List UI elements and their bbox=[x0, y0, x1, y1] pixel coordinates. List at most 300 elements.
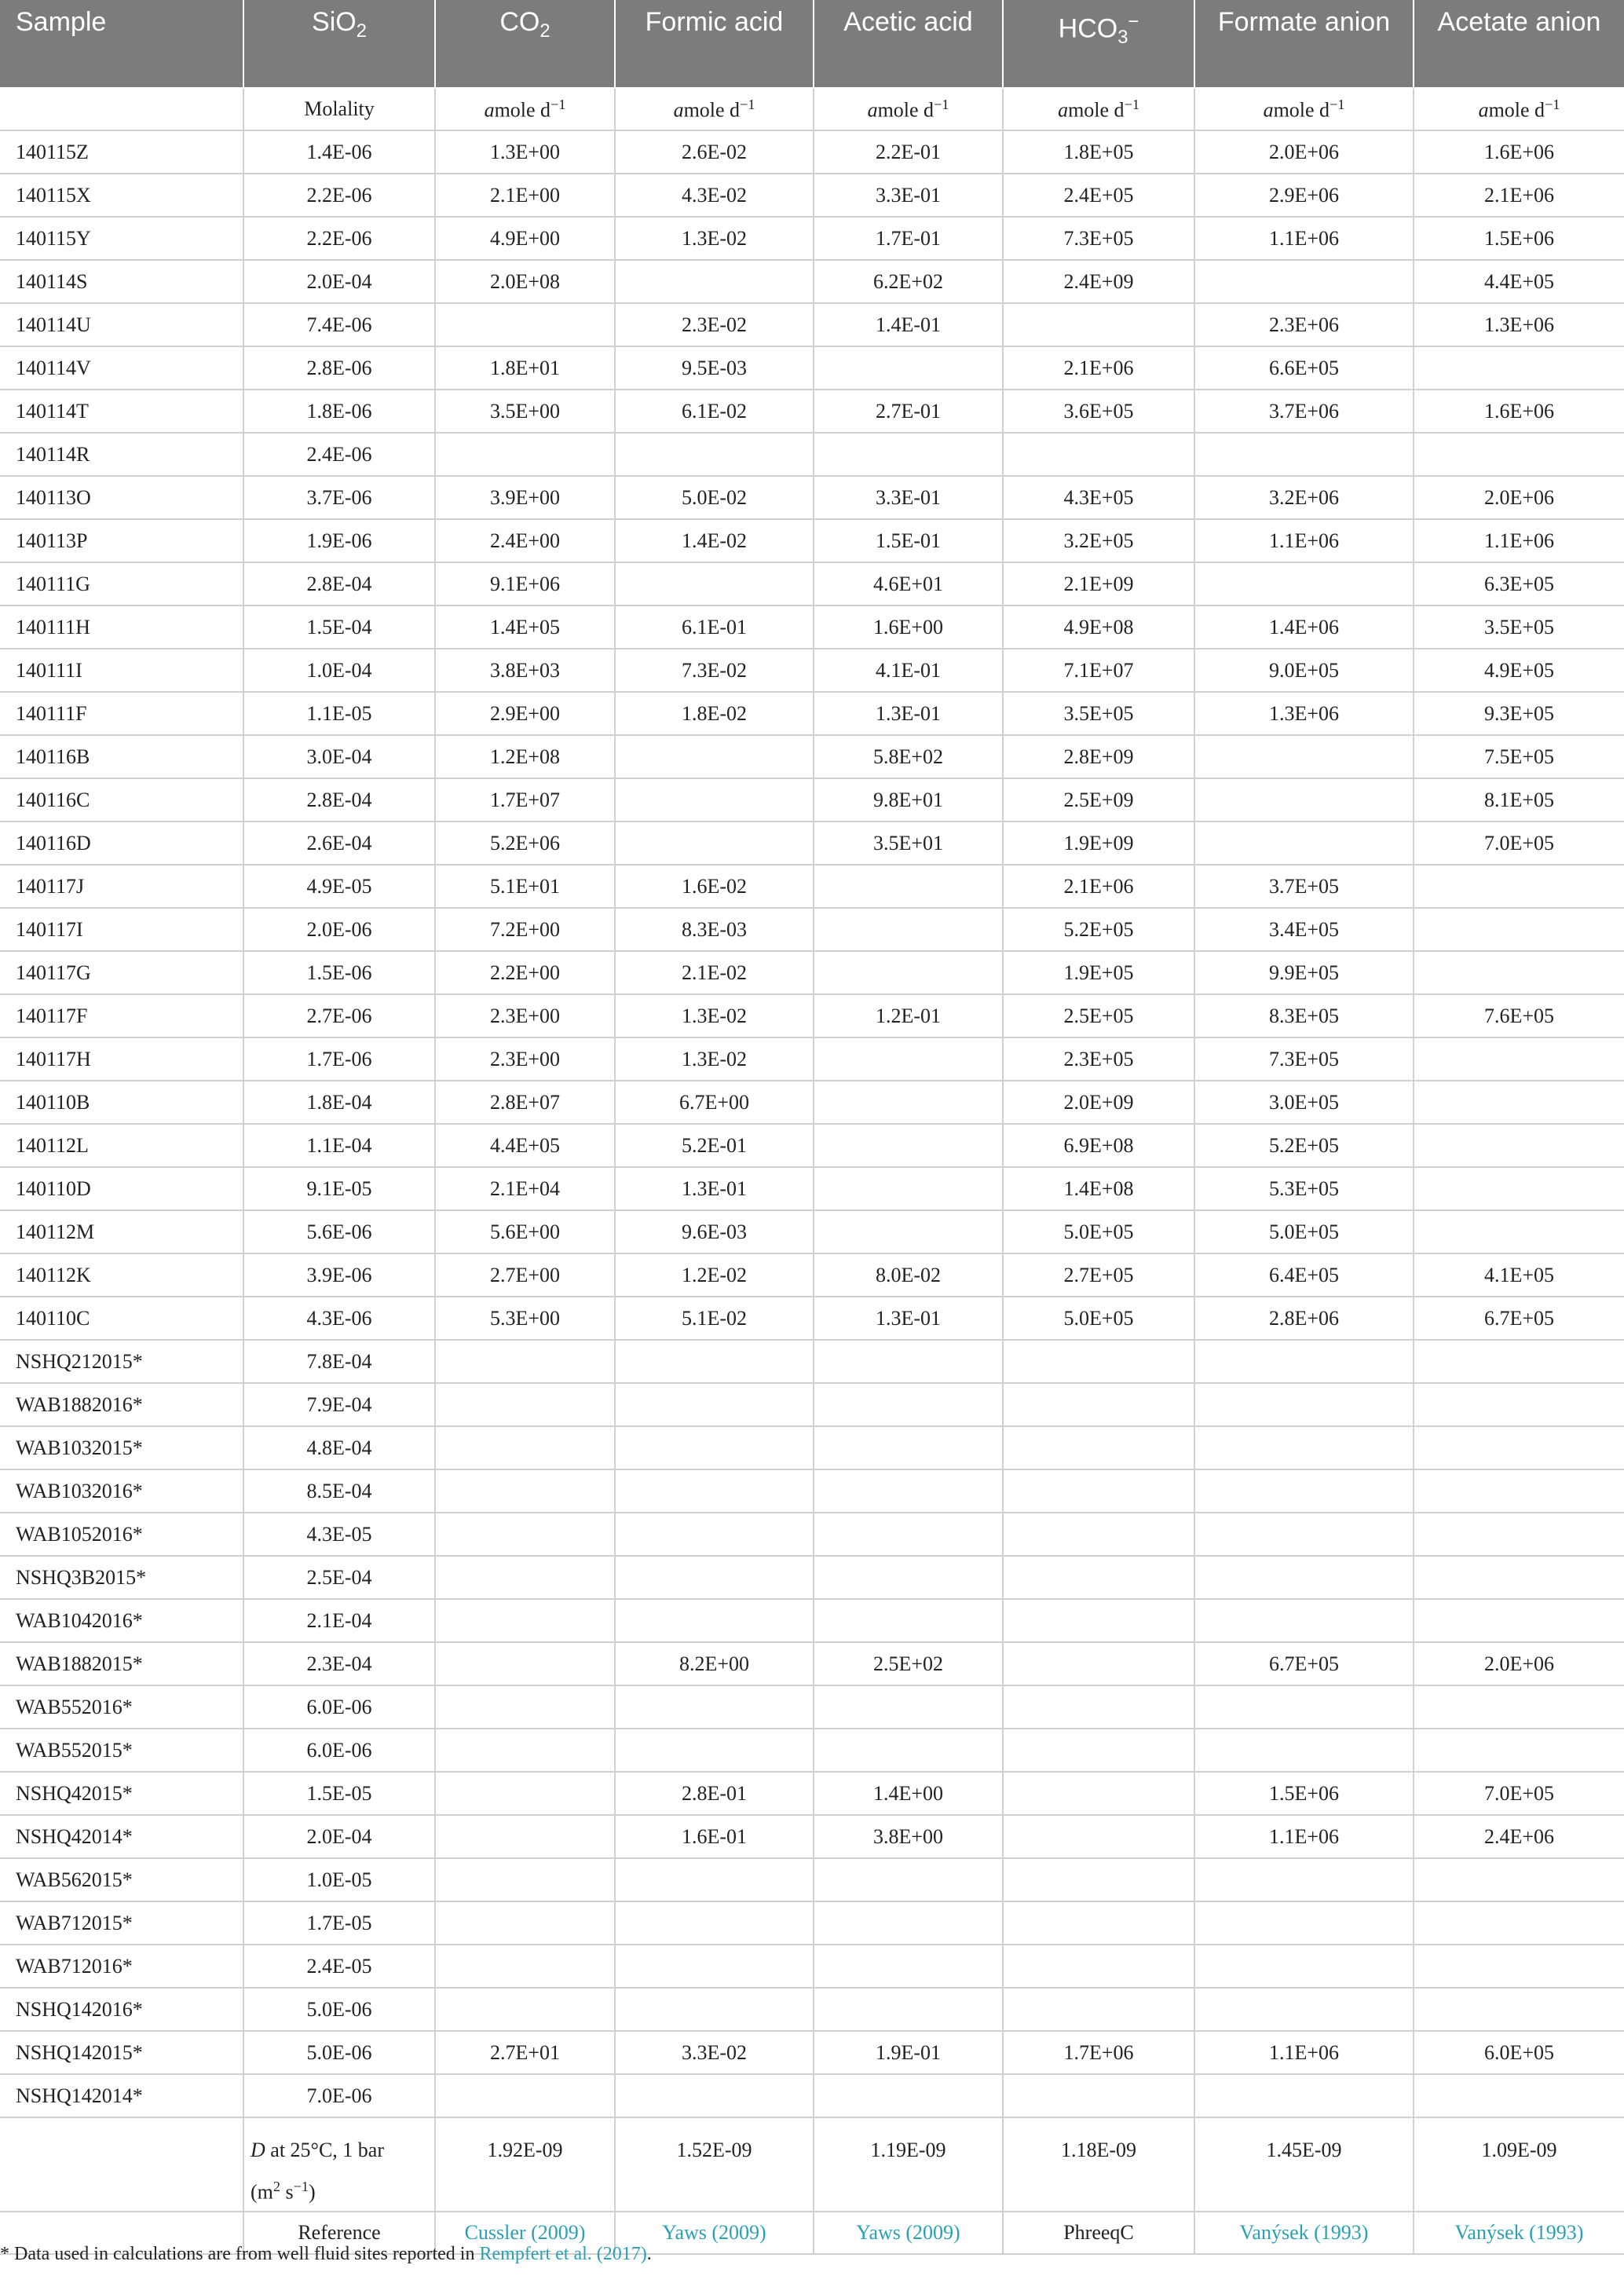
cell-acetate-anion: 7.5E+05 bbox=[1414, 735, 1624, 778]
cell-hco3: 2.5E+09 bbox=[1003, 778, 1194, 821]
table-row bbox=[0, 1556, 1624, 1599]
cell-sio2: 1.5E-04 bbox=[243, 606, 435, 649]
diffusion-unit: ) bbox=[308, 2180, 316, 2204]
cell-sample: 140115Y bbox=[0, 217, 243, 260]
cell-hco3: 2.7E+05 bbox=[1003, 1253, 1194, 1297]
reference-link[interactable]: Vanýsek (1993) bbox=[1194, 2212, 1414, 2254]
cell-formic-acid: 8.3E-03 bbox=[615, 908, 814, 951]
cell-acetate-anion bbox=[1414, 1469, 1624, 1513]
cell-hco3 bbox=[1003, 1945, 1194, 1988]
table-row bbox=[0, 1253, 1624, 1297]
cell-sio2: 2.8E-04 bbox=[243, 778, 435, 821]
table-row bbox=[0, 1210, 1624, 1253]
cell-hco3 bbox=[1003, 1858, 1194, 1901]
cell-acetic-acid: 1.9E-01 bbox=[814, 2031, 1003, 2074]
cell-hco3: 2.1E+06 bbox=[1003, 865, 1194, 908]
cell-formic-acid: 7.3E-02 bbox=[615, 649, 814, 692]
diffusion-value: 1.09E-09 bbox=[1414, 2117, 1624, 2212]
cell-hco3 bbox=[1003, 1383, 1194, 1426]
cell-hco3: 7.3E+05 bbox=[1003, 217, 1194, 260]
cell-formic-acid bbox=[615, 1729, 814, 1772]
cell-acetic-acid bbox=[814, 1340, 1003, 1383]
cell-formate-anion bbox=[1194, 562, 1414, 606]
cell-formate-anion: 5.0E+05 bbox=[1194, 1210, 1414, 1253]
cell-sio2: 7.4E-06 bbox=[243, 303, 435, 346]
cell-formate-anion bbox=[1194, 1556, 1414, 1599]
cell-sample: 140112M bbox=[0, 1210, 243, 1253]
cell-co2 bbox=[435, 1340, 615, 1383]
cell-acetic-acid bbox=[814, 1167, 1003, 1210]
cell-acetic-acid bbox=[814, 1037, 1003, 1081]
diffusion-conditions: at 25°C, 1 bar bbox=[265, 2139, 384, 2161]
cell-acetate-anion bbox=[1414, 1081, 1624, 1124]
cell-sio2: 2.0E-06 bbox=[243, 908, 435, 951]
cell-acetic-acid bbox=[814, 1426, 1003, 1469]
cell-acetate-anion bbox=[1414, 1124, 1624, 1167]
cell-formic-acid bbox=[615, 1426, 814, 1469]
cell-co2 bbox=[435, 1772, 615, 1815]
cell-hco3 bbox=[1003, 1513, 1194, 1556]
unit-exponent: −1 bbox=[934, 96, 949, 112]
cell-acetic-acid bbox=[814, 1556, 1003, 1599]
header-sio2-base: SiO bbox=[312, 7, 357, 37]
cell-hco3 bbox=[1003, 1901, 1194, 1945]
cell-formic-acid: 2.6E-02 bbox=[615, 130, 814, 174]
cell-sio2: 5.0E-06 bbox=[243, 2031, 435, 2074]
cell-formic-acid bbox=[615, 1901, 814, 1945]
cell-sample: 140117F bbox=[0, 994, 243, 1037]
cell-co2 bbox=[435, 1556, 615, 1599]
table-row bbox=[0, 260, 1624, 303]
reference-link[interactable]: Yaws (2009) bbox=[814, 2212, 1003, 2254]
table-row bbox=[0, 865, 1624, 908]
cell-formate-anion: 1.3E+06 bbox=[1194, 692, 1414, 735]
header-sio2 bbox=[243, 0, 435, 88]
cell-formate-anion bbox=[1194, 260, 1414, 303]
cell-formic-acid: 2.3E-02 bbox=[615, 303, 814, 346]
cell-acetic-acid: 1.3E-01 bbox=[814, 692, 1003, 735]
units-empty-cell bbox=[0, 88, 243, 130]
cell-formate-anion: 2.9E+06 bbox=[1194, 174, 1414, 217]
unit-a: a bbox=[867, 98, 878, 122]
cell-formic-acid: 1.8E-02 bbox=[615, 692, 814, 735]
cell-acetate-anion bbox=[1414, 1167, 1624, 1210]
cell-acetic-acid: 3.8E+00 bbox=[814, 1815, 1003, 1858]
cell-sample: WAB1052016* bbox=[0, 1513, 243, 1556]
table-row bbox=[0, 1599, 1624, 1642]
cell-acetate-anion bbox=[1414, 1685, 1624, 1729]
cell-sio2: 2.8E-06 bbox=[243, 346, 435, 390]
cell-acetic-acid bbox=[814, 1124, 1003, 1167]
cell-sample: NSHQ142014* bbox=[0, 2074, 243, 2117]
cell-sample: NSHQ142015* bbox=[0, 2031, 243, 2074]
cell-formate-anion bbox=[1194, 2074, 1414, 2117]
table-row bbox=[0, 1685, 1624, 1729]
cell-sample: 140115X bbox=[0, 174, 243, 217]
cell-formate-anion: 3.4E+05 bbox=[1194, 908, 1414, 951]
cell-acetate-anion bbox=[1414, 1037, 1624, 1081]
cell-sample: WAB1882015* bbox=[0, 1642, 243, 1685]
header-formic-acid: Formic acid bbox=[615, 0, 814, 88]
unit-exponent: −1 bbox=[740, 96, 755, 112]
cell-co2 bbox=[435, 1513, 615, 1556]
cell-acetate-anion: 8.1E+05 bbox=[1414, 778, 1624, 821]
cell-acetic-acid: 1.4E-01 bbox=[814, 303, 1003, 346]
cell-acetic-acid bbox=[814, 1513, 1003, 1556]
cell-formic-acid bbox=[615, 1599, 814, 1642]
cell-co2: 2.2E+00 bbox=[435, 951, 615, 994]
cell-co2: 5.1E+01 bbox=[435, 865, 615, 908]
cell-sample: 140115Z bbox=[0, 130, 243, 174]
cell-sio2: 2.7E-06 bbox=[243, 994, 435, 1037]
cell-hco3: 3.6E+05 bbox=[1003, 390, 1194, 433]
units-rate bbox=[1194, 88, 1414, 130]
cell-sample: 140112K bbox=[0, 1253, 243, 1297]
cell-acetate-anion: 2.4E+06 bbox=[1414, 1815, 1624, 1858]
cell-co2: 4.4E+05 bbox=[435, 1124, 615, 1167]
table-row bbox=[0, 130, 1624, 174]
cell-hco3: 1.9E+09 bbox=[1003, 821, 1194, 865]
table-row bbox=[0, 1469, 1624, 1513]
header-acetate-anion: Acetate anion bbox=[1414, 0, 1624, 88]
cell-sio2: 1.5E-06 bbox=[243, 951, 435, 994]
cell-formic-acid: 3.3E-02 bbox=[615, 2031, 814, 2074]
cell-acetic-acid bbox=[814, 1469, 1003, 1513]
unit-exponent: −1 bbox=[550, 96, 566, 112]
cell-co2: 5.6E+00 bbox=[435, 1210, 615, 1253]
cell-formate-anion bbox=[1194, 1513, 1414, 1556]
cell-sio2: 1.0E-05 bbox=[243, 1858, 435, 1901]
cell-sio2: 7.0E-06 bbox=[243, 2074, 435, 2117]
cell-formic-acid bbox=[615, 1685, 814, 1729]
cell-hco3 bbox=[1003, 1772, 1194, 1815]
unit-exponent: −1 bbox=[1124, 96, 1139, 112]
cell-sample: WAB1882016* bbox=[0, 1383, 243, 1426]
table-row bbox=[0, 1815, 1624, 1858]
cell-acetate-anion bbox=[1414, 1945, 1624, 1988]
table-row bbox=[0, 346, 1624, 390]
cell-sample: 140117G bbox=[0, 951, 243, 994]
cell-acetic-acid bbox=[814, 1685, 1003, 1729]
cell-acetic-acid: 4.6E+01 bbox=[814, 562, 1003, 606]
cell-hco3 bbox=[1003, 2074, 1194, 2117]
cell-co2: 9.1E+06 bbox=[435, 562, 615, 606]
cell-sio2: 3.0E-04 bbox=[243, 735, 435, 778]
cell-formate-anion: 1.4E+06 bbox=[1194, 606, 1414, 649]
cell-formate-anion bbox=[1194, 1383, 1414, 1426]
cell-sample: 140116B bbox=[0, 735, 243, 778]
cell-co2: 2.1E+00 bbox=[435, 174, 615, 217]
cell-formic-acid: 6.7E+00 bbox=[615, 1081, 814, 1124]
cell-sample: WAB1032015* bbox=[0, 1426, 243, 1469]
cell-sio2: 2.2E-06 bbox=[243, 217, 435, 260]
cell-formic-acid bbox=[615, 1340, 814, 1383]
cell-acetic-acid: 1.5E-01 bbox=[814, 519, 1003, 562]
unit-mole-day: mole d bbox=[494, 98, 551, 122]
cell-co2 bbox=[435, 1988, 615, 2031]
cell-hco3: 2.4E+09 bbox=[1003, 260, 1194, 303]
table-row bbox=[0, 2074, 1624, 2117]
cell-acetate-anion bbox=[1414, 346, 1624, 390]
unit-a: a bbox=[1058, 98, 1069, 122]
header-hco3-sup: − bbox=[1128, 11, 1139, 32]
cell-sample: 140111G bbox=[0, 562, 243, 606]
cell-acetic-acid bbox=[814, 1945, 1003, 1988]
diffusion-value: 1.18E-09 bbox=[1003, 2117, 1194, 2212]
cell-sample: 140111I bbox=[0, 649, 243, 692]
cell-sio2: 5.0E-06 bbox=[243, 1988, 435, 2031]
cell-acetate-anion bbox=[1414, 1988, 1624, 2031]
cell-acetic-acid: 3.5E+01 bbox=[814, 821, 1003, 865]
cell-sio2: 4.3E-06 bbox=[243, 1297, 435, 1340]
cell-formic-acid: 9.5E-03 bbox=[615, 346, 814, 390]
cell-hco3: 1.9E+05 bbox=[1003, 951, 1194, 994]
cell-formic-acid: 5.0E-02 bbox=[615, 476, 814, 519]
cell-sio2: 1.1E-04 bbox=[243, 1124, 435, 1167]
units-rate bbox=[814, 88, 1003, 130]
cell-sample: NSHQ42015* bbox=[0, 1772, 243, 1815]
diffusion-row bbox=[0, 2117, 1624, 2212]
cell-hco3: 2.8E+09 bbox=[1003, 735, 1194, 778]
cell-co2: 1.2E+08 bbox=[435, 735, 615, 778]
cell-formic-acid: 6.1E-01 bbox=[615, 606, 814, 649]
cell-acetate-anion bbox=[1414, 951, 1624, 994]
cell-formic-acid: 1.3E-02 bbox=[615, 217, 814, 260]
cell-acetic-acid: 5.8E+02 bbox=[814, 735, 1003, 778]
cell-sample: NSHQ3B2015* bbox=[0, 1556, 243, 1599]
cell-hco3: 1.7E+06 bbox=[1003, 2031, 1194, 2074]
cell-hco3: 4.3E+05 bbox=[1003, 476, 1194, 519]
cell-sio2: 9.1E-05 bbox=[243, 1167, 435, 1210]
cell-acetate-anion bbox=[1414, 1901, 1624, 1945]
cell-formate-anion: 3.7E+05 bbox=[1194, 865, 1414, 908]
cell-co2: 1.4E+05 bbox=[435, 606, 615, 649]
units-rate bbox=[1003, 88, 1194, 130]
cell-formic-acid bbox=[615, 1945, 814, 1988]
cell-acetic-acid: 8.0E-02 bbox=[814, 1253, 1003, 1297]
cell-sample: WAB552016* bbox=[0, 1685, 243, 1729]
cell-co2: 1.7E+07 bbox=[435, 778, 615, 821]
cell-acetic-acid: 1.6E+00 bbox=[814, 606, 1003, 649]
cell-sio2: 2.0E-04 bbox=[243, 1815, 435, 1858]
cell-formic-acid: 1.3E-01 bbox=[615, 1167, 814, 1210]
cell-formic-acid: 1.4E-02 bbox=[615, 519, 814, 562]
cell-formate-anion: 1.5E+06 bbox=[1194, 1772, 1414, 1815]
cell-sample: 140110D bbox=[0, 1167, 243, 1210]
cell-formic-acid bbox=[615, 1988, 814, 2031]
cell-sio2: 1.8E-04 bbox=[243, 1081, 435, 1124]
cell-sio2: 4.9E-05 bbox=[243, 865, 435, 908]
footnote-reference-link[interactable]: Rempfert et al. (2017) bbox=[479, 2244, 647, 2264]
cell-formic-acid bbox=[615, 1469, 814, 1513]
cell-acetate-anion: 7.0E+05 bbox=[1414, 1772, 1624, 1815]
table-row bbox=[0, 606, 1624, 649]
cell-acetate-anion bbox=[1414, 1729, 1624, 1772]
cell-formic-acid bbox=[615, 2074, 814, 2117]
cell-formate-anion: 2.8E+06 bbox=[1194, 1297, 1414, 1340]
header-hco3-base: HCO bbox=[1058, 13, 1118, 44]
cell-acetic-acid: 2.7E-01 bbox=[814, 390, 1003, 433]
cell-formic-acid bbox=[615, 1383, 814, 1426]
table-body bbox=[0, 88, 1624, 2254]
cell-acetate-anion bbox=[1414, 1426, 1624, 1469]
table-row bbox=[0, 1858, 1624, 1901]
cell-sio2: 6.0E-06 bbox=[243, 1685, 435, 1729]
cell-formate-anion bbox=[1194, 433, 1414, 476]
table-row bbox=[0, 692, 1624, 735]
cell-co2: 2.4E+00 bbox=[435, 519, 615, 562]
cell-acetate-anion: 1.5E+06 bbox=[1414, 217, 1624, 260]
cell-formate-anion: 6.4E+05 bbox=[1194, 1253, 1414, 1297]
cell-hco3 bbox=[1003, 303, 1194, 346]
header-sio2-sub: 2 bbox=[356, 20, 367, 42]
cell-hco3: 1.4E+08 bbox=[1003, 1167, 1194, 1210]
cell-acetate-anion: 4.1E+05 bbox=[1414, 1253, 1624, 1297]
cell-formic-acid: 1.3E-02 bbox=[615, 1037, 814, 1081]
table-row bbox=[0, 476, 1624, 519]
table-row bbox=[0, 1729, 1624, 1772]
cell-hco3: 5.0E+05 bbox=[1003, 1210, 1194, 1253]
cell-formate-anion bbox=[1194, 1599, 1414, 1642]
cell-sio2: 1.8E-06 bbox=[243, 390, 435, 433]
cell-acetic-acid bbox=[814, 433, 1003, 476]
cell-sample: 140114R bbox=[0, 433, 243, 476]
cell-acetic-acid bbox=[814, 1729, 1003, 1772]
cell-co2: 2.1E+04 bbox=[435, 1167, 615, 1210]
cell-formate-anion bbox=[1194, 1685, 1414, 1729]
cell-sio2: 2.8E-04 bbox=[243, 562, 435, 606]
cell-sio2: 2.5E-04 bbox=[243, 1556, 435, 1599]
cell-sio2: 1.9E-06 bbox=[243, 519, 435, 562]
cell-acetate-anion bbox=[1414, 1556, 1624, 1599]
cell-co2: 4.9E+00 bbox=[435, 217, 615, 260]
cell-co2: 1.3E+00 bbox=[435, 130, 615, 174]
cell-acetate-anion bbox=[1414, 433, 1624, 476]
cell-sample: 140117H bbox=[0, 1037, 243, 1081]
cell-sample: 140114V bbox=[0, 346, 243, 390]
unit-a: a bbox=[1263, 98, 1274, 122]
cell-co2 bbox=[435, 1815, 615, 1858]
cell-sample: 140113P bbox=[0, 519, 243, 562]
table-row bbox=[0, 1297, 1624, 1340]
unit-mole-day: mole d bbox=[1488, 98, 1545, 122]
reference-link[interactable]: Cussler (2009) bbox=[435, 2212, 615, 2254]
table-row bbox=[0, 1340, 1624, 1383]
diffusion-symbol: D bbox=[251, 2139, 265, 2161]
cell-formate-anion: 5.2E+05 bbox=[1194, 1124, 1414, 1167]
cell-formic-acid bbox=[615, 735, 814, 778]
diffusion-value: 1.19E-09 bbox=[814, 2117, 1003, 2212]
cell-co2: 2.9E+00 bbox=[435, 692, 615, 735]
cell-acetate-anion bbox=[1414, 1210, 1624, 1253]
cell-acetic-acid bbox=[814, 1081, 1003, 1124]
cell-co2: 3.8E+03 bbox=[435, 649, 615, 692]
cell-acetate-anion: 9.3E+05 bbox=[1414, 692, 1624, 735]
cell-formic-acid: 1.6E-02 bbox=[615, 865, 814, 908]
cell-acetic-acid: 1.7E-01 bbox=[814, 217, 1003, 260]
diffusion-unit: s bbox=[280, 2180, 294, 2204]
cell-sample: WAB1042016* bbox=[0, 1599, 243, 1642]
cell-acetate-anion bbox=[1414, 1599, 1624, 1642]
cell-formate-anion: 9.0E+05 bbox=[1194, 649, 1414, 692]
diffusion-unit-exp: −1 bbox=[293, 2179, 309, 2194]
cell-acetate-anion: 1.1E+06 bbox=[1414, 519, 1624, 562]
footnote bbox=[0, 2244, 652, 2265]
cell-acetic-acid bbox=[814, 1988, 1003, 2031]
cell-co2: 5.2E+06 bbox=[435, 821, 615, 865]
table-row bbox=[0, 217, 1624, 260]
cell-formic-acid bbox=[615, 562, 814, 606]
cell-sio2: 1.4E-06 bbox=[243, 130, 435, 174]
table-row bbox=[0, 1901, 1624, 1945]
footnote-end: . bbox=[646, 2244, 652, 2264]
reference-link[interactable]: Yaws (2009) bbox=[615, 2212, 814, 2254]
cell-acetate-anion: 7.0E+05 bbox=[1414, 821, 1624, 865]
unit-mole-day: mole d bbox=[683, 98, 741, 122]
cell-sio2: 2.4E-06 bbox=[243, 433, 435, 476]
cell-co2 bbox=[435, 1945, 615, 1988]
cell-formate-anion: 3.0E+05 bbox=[1194, 1081, 1414, 1124]
cell-acetate-anion bbox=[1414, 1383, 1624, 1426]
cell-sample: 140112L bbox=[0, 1124, 243, 1167]
cell-formic-acid bbox=[615, 260, 814, 303]
cell-acetic-acid: 2.5E+02 bbox=[814, 1642, 1003, 1685]
cell-formate-anion: 3.2E+06 bbox=[1194, 476, 1414, 519]
cell-formic-acid: 6.1E-02 bbox=[615, 390, 814, 433]
cell-hco3: 3.5E+05 bbox=[1003, 692, 1194, 735]
diffusion-value: 1.45E-09 bbox=[1194, 2117, 1414, 2212]
diffusion-value: 1.92E-09 bbox=[435, 2117, 615, 2212]
cell-sample: 140111H bbox=[0, 606, 243, 649]
cell-acetate-anion: 6.0E+05 bbox=[1414, 2031, 1624, 2074]
cell-hco3: 2.4E+05 bbox=[1003, 174, 1194, 217]
header-sample: Sample bbox=[0, 0, 243, 88]
cell-co2: 2.7E+00 bbox=[435, 1253, 615, 1297]
unit-a: a bbox=[673, 98, 684, 122]
cell-sio2: 2.0E-04 bbox=[243, 260, 435, 303]
header-co2-base: CO bbox=[499, 7, 540, 37]
cell-hco3: 2.1E+06 bbox=[1003, 346, 1194, 390]
cell-sample: WAB562015* bbox=[0, 1858, 243, 1901]
table-row bbox=[0, 390, 1624, 433]
table-row bbox=[0, 1426, 1624, 1469]
header-co2-sub: 2 bbox=[540, 20, 550, 42]
unit-mole-day: mole d bbox=[1273, 98, 1330, 122]
cell-hco3: 2.0E+09 bbox=[1003, 1081, 1194, 1124]
reference-link[interactable]: Vanýsek (1993) bbox=[1414, 2212, 1624, 2254]
cell-hco3: 5.0E+05 bbox=[1003, 1297, 1194, 1340]
cell-co2: 7.2E+00 bbox=[435, 908, 615, 951]
cell-hco3: 7.1E+07 bbox=[1003, 649, 1194, 692]
cell-hco3: 2.1E+09 bbox=[1003, 562, 1194, 606]
cell-co2 bbox=[435, 1642, 615, 1685]
cell-acetate-anion: 2.0E+06 bbox=[1414, 1642, 1624, 1685]
header-hco3-sub: 3 bbox=[1117, 27, 1128, 49]
table-row bbox=[0, 2031, 1624, 2074]
cell-acetic-acid: 1.4E+00 bbox=[814, 1772, 1003, 1815]
cell-acetate-anion: 1.3E+06 bbox=[1414, 303, 1624, 346]
cell-sio2: 7.8E-04 bbox=[243, 1340, 435, 1383]
cell-formate-anion: 8.3E+05 bbox=[1194, 994, 1414, 1037]
cell-formate-anion bbox=[1194, 1945, 1414, 1988]
cell-formic-acid: 2.8E-01 bbox=[615, 1772, 814, 1815]
cell-sio2: 1.7E-06 bbox=[243, 1037, 435, 1081]
units-rate bbox=[435, 88, 615, 130]
cell-sample: NSHQ142016* bbox=[0, 1988, 243, 2031]
diffusion-label bbox=[243, 2117, 435, 2212]
units-sio2: Molality bbox=[243, 88, 435, 130]
table-row bbox=[0, 1642, 1624, 1685]
